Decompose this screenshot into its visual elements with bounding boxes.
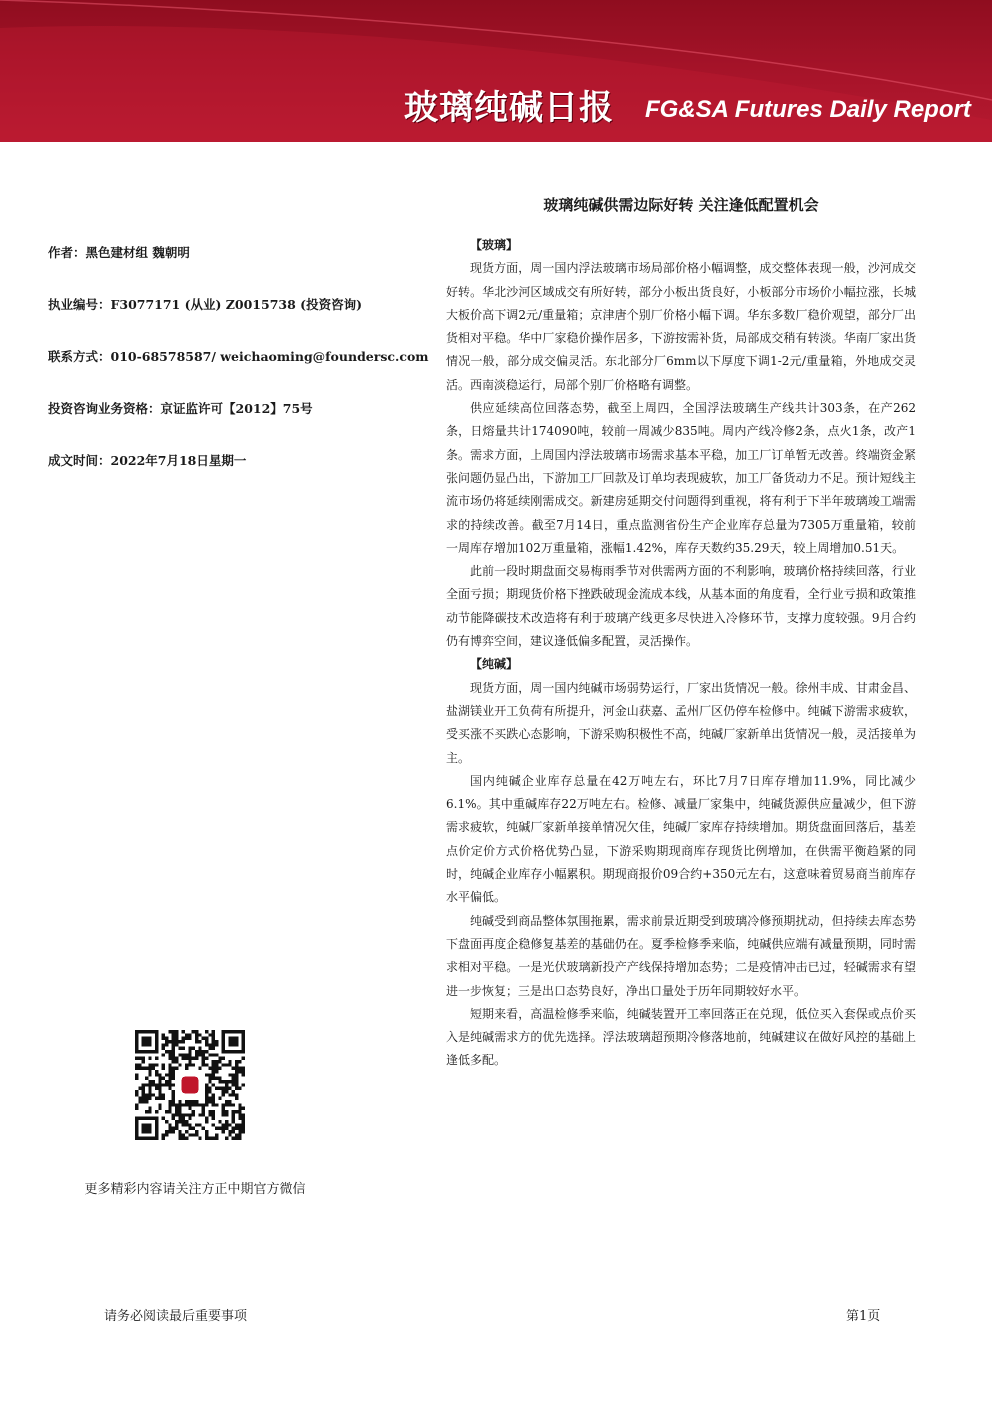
report-title-english: FG&SA Futures Daily Report <box>645 96 971 123</box>
soda-ash-paragraph: 现货方面，周一国内纯碱市场弱势运行，厂家出货情况一般。徐州丰成、甘肃金昌、盐湖镁业开工负荷有所提升，河金山获嘉、孟州厂区仍停车检修中。纯碱下游需求疲软，受买涨不买跌心态影响，下游采购积极性不高，纯碱厂家新单出货情况一般，灵活接单为主。 <box>446 680 916 765</box>
qr-caption: 更多精彩内容请关注方正中期官方微信 <box>84 1182 306 1197</box>
section-heading-soda-ash: 【纯碱】 <box>470 657 519 672</box>
glass-paragraph: 现货方面，周一国内浮法玻璃市场局部价格小幅调整，成交整体表现一般，沙河成交好转。华北沙河区域成交有所好转，部分小板出货良好，小板部分市场价小幅拉涨，长城大板价高下调2元/重量箱；京津唐个别厂价格小幅下调。华东多数厂稳价观望，部分厂出货相对平稳。华中厂家稳价操作居多，下游按需补货，局部成交稍有转淡。华南厂家出货情况一般，部分成交偏灵活。东北部分厂6mm以下厚度下调1-2元/重量箱，外地成交灵活。西南淡稳运行，局部个别厂价格略有调整。 <box>446 261 916 392</box>
report-body <box>446 234 916 1073</box>
date-line: 成文时间：2022年7月18日星期一 <box>48 453 247 468</box>
author-meta-panel <box>48 240 428 500</box>
soda-ash-paragraph: 短期来看，高温检修季来临，纯碱装置开工率回落正在兑现，低位买入套保或点价买入是纯碱需求方的优先选择。浮法玻璃超预期冷修落地前，纯碱建议在做好风控的基础上逢低多配。 <box>446 1006 916 1068</box>
section-heading-glass: 【玻璃】 <box>470 238 519 252</box>
qr-logo-icon <box>182 1077 199 1094</box>
article-headline: 玻璃纯碱供需边际好转 关注逢低配置机会 <box>543 196 819 214</box>
qr-code-icon <box>135 1030 245 1140</box>
report-header-banner <box>0 0 992 142</box>
soda-ash-paragraph: 纯碱受到商品整体氛围拖累，需求前景近期受到玻璃冷修预期扰动，但持续去库态势下盘面再度企稳修复基差的基础仍在。夏季检修季来临，纯碱供应端有减量预期，同时需求相对平稳。一是光伏玻璃新投产产线保持增加态势；二是疫情冲击已过，轻碱需求有望进一步恢复；三是出口态势良好，净出口量处于历年同期较好水平。 <box>446 913 916 998</box>
author-line: 作者：黑色建材组 魏朝明 <box>48 245 190 260</box>
glass-paragraph: 此前一段时期盘面交易梅雨季节对供需两方面的不利影响，玻璃价格持续回落，行业全面亏损；期现货价格下挫跌破现金流成本线，从基本面的角度看，全行业亏损和政策推动节能降碳技术改造将有利于玻璃产线更多尽快进入冷修环节，支撑力度较强。9月合约仍有博弈空间，建议逢低偏多配置，灵活操作。 <box>446 564 916 649</box>
qualification-line: 投资咨询业务资格：京证监许可【2012】75号 <box>48 401 313 416</box>
soda-ash-paragraph: 国内纯碱企业库存总量在42万吨左右，环比7月7日库存增加11.9%，同比减少6.1%。其中重碱库存22万吨左右。检修、减量厂家集中，纯碱货源供应量减少，但下游需求疲软，纯碱厂家新单接单情况欠佳，纯碱厂家库存持续增加。期货盘面回落后，基差点价定价方式价格优势凸显，下游采购期现商库存现货比例增加，在供需平衡趋紧的同时，纯碱企业库存小幅累积。期现商报价09合约+350元左右，这意味着贸易商当前库存水平偏低。 <box>446 773 916 905</box>
license-number-line: 执业编号：F3077171 (从业) Z0015738 (投资咨询) <box>48 297 362 312</box>
report-title-chinese: 玻璃纯碱日报 <box>404 88 614 128</box>
footer-notice: 请务必阅读最后重要事项 <box>104 1309 248 1324</box>
page-number: 第1页 <box>846 1309 881 1324</box>
contact-line: 联系方式：010-68578587/ weichaoming@foundersc.com <box>48 349 429 364</box>
glass-paragraph: 供应延续高位回落态势，截至上周四，全国浮法玻璃生产线共计303条，在产262条，日熔量共计174090吨，较前一周减少835吨。周内产线冷修2条，点火1条，改产1条。需求方面，上周国内浮法玻璃市场需求基本平稳，加工厂订单暂无改善。终端资金紧张问题仍显凸出，下游加工厂回款及订单均表现疲软，加工厂备货动力不足。预计短线主流市场仍将延续刚需成交。新建房延期交付问题得到重视，将有利于下半年玻璃竣工端需求的持续改善。截至7月14日，重点监测省份生产企业库存总量为7305万重量箱，较前一周库存增加102万重量箱，涨幅1.42%，库存天数约35.29天，较上周增加0.51天。 <box>446 401 916 555</box>
